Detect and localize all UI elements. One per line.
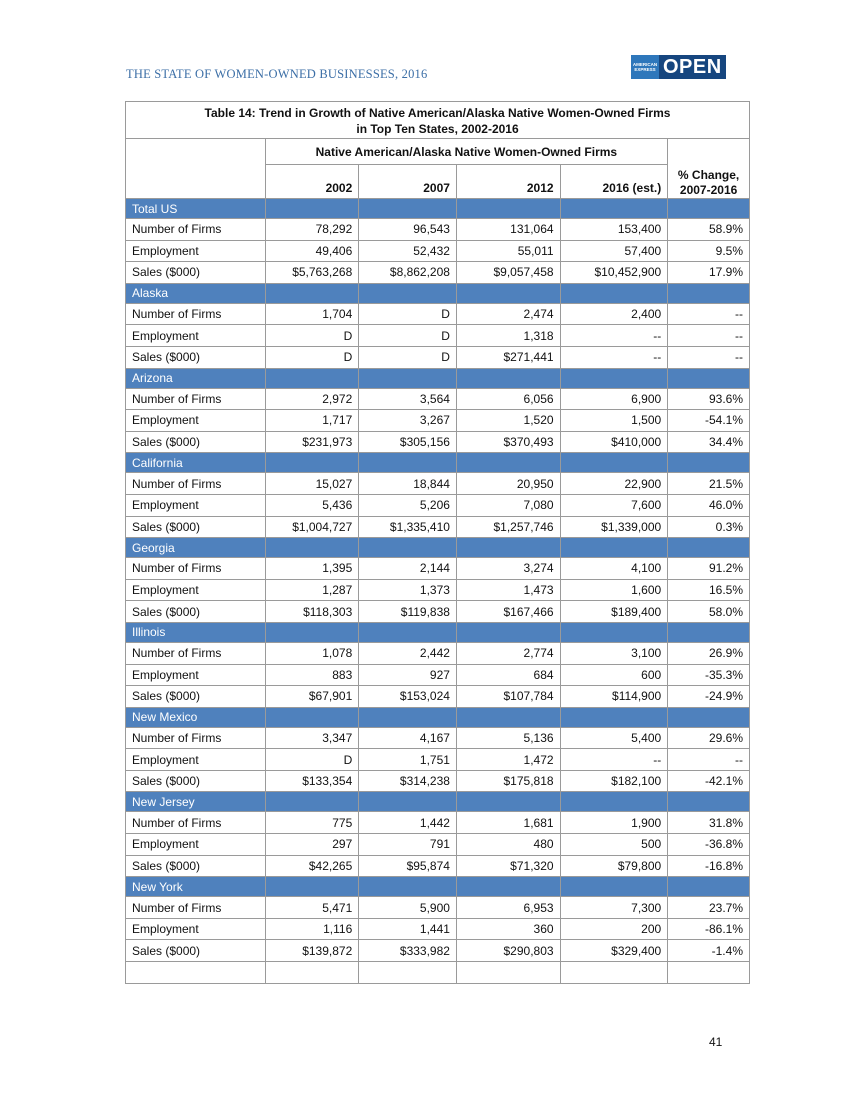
value-cell: 4,167 (359, 727, 457, 749)
state-row (126, 283, 750, 303)
value-cell: $5,763,268 (265, 262, 359, 284)
value-cell: 1,900 (560, 812, 668, 834)
row-label: Employment (126, 579, 266, 601)
value-cell: 21.5% (668, 473, 750, 495)
state-band-cell (456, 453, 560, 473)
value-cell: 34.4% (668, 431, 750, 453)
value-cell: 2,774 (456, 642, 560, 664)
row-label: Sales ($000) (126, 431, 266, 453)
state-band-cell (456, 707, 560, 727)
value-cell: 7,300 (560, 897, 668, 919)
table-row (126, 346, 750, 368)
value-cell: 49,406 (265, 240, 359, 262)
value-cell: 0.3% (668, 516, 750, 538)
table-row (126, 918, 750, 940)
state-band-cell (359, 538, 457, 558)
value-cell: 5,900 (359, 897, 457, 919)
value-cell: 7,080 (456, 494, 560, 516)
value-cell: 17.9% (668, 262, 750, 284)
value-cell: -35.3% (668, 664, 750, 686)
value-cell: 1,441 (359, 918, 457, 940)
table-row (126, 303, 750, 325)
state-band-cell (265, 792, 359, 812)
value-cell: $1,335,410 (359, 516, 457, 538)
state-band-cell (668, 453, 750, 473)
value-cell: 1,600 (560, 579, 668, 601)
state-band-cell (265, 453, 359, 473)
row-label: Sales ($000) (126, 770, 266, 792)
table-row (126, 749, 750, 771)
value-cell: D (265, 749, 359, 771)
value-cell: $67,901 (265, 686, 359, 708)
value-cell: -- (560, 749, 668, 771)
state-band-cell (265, 877, 359, 897)
value-cell: $95,874 (359, 855, 457, 877)
value-cell: 360 (456, 918, 560, 940)
state-band-cell (359, 283, 457, 303)
value-cell: 1,681 (456, 812, 560, 834)
value-cell: $370,493 (456, 431, 560, 453)
value-cell: 1,373 (359, 579, 457, 601)
state-band-cell (560, 538, 668, 558)
value-cell: D (359, 346, 457, 368)
state-band-cell (560, 283, 668, 303)
value-cell: 7,600 (560, 494, 668, 516)
value-cell: 1,395 (265, 558, 359, 580)
row-label: Sales ($000) (126, 346, 266, 368)
value-cell: 6,056 (456, 388, 560, 410)
value-cell: $290,803 (456, 940, 560, 962)
value-cell: 3,267 (359, 410, 457, 432)
state-band-cell (560, 792, 668, 812)
state-row (126, 877, 750, 897)
value-cell: 18,844 (359, 473, 457, 495)
table-row (126, 240, 750, 262)
value-cell: $10,452,900 (560, 262, 668, 284)
data-table (125, 101, 750, 984)
value-cell: 1,520 (456, 410, 560, 432)
state-band-cell (560, 622, 668, 642)
value-cell: -- (560, 346, 668, 368)
state-band-cell (265, 622, 359, 642)
state-name: New York (126, 877, 266, 897)
value-cell: 3,274 (456, 558, 560, 580)
row-label: Number of Firms (126, 303, 266, 325)
value-cell: D (359, 303, 457, 325)
value-cell: $182,100 (560, 770, 668, 792)
value-cell: 3,564 (359, 388, 457, 410)
value-cell: 4,100 (560, 558, 668, 580)
row-label: Employment (126, 918, 266, 940)
value-cell: 2,144 (359, 558, 457, 580)
value-cell: 1,717 (265, 410, 359, 432)
state-band-cell (668, 199, 750, 219)
row-label: Employment (126, 749, 266, 771)
value-cell: 57,400 (560, 240, 668, 262)
group-header-row (126, 139, 750, 165)
row-label: Sales ($000) (126, 940, 266, 962)
state-band-cell (668, 792, 750, 812)
value-cell: $79,800 (560, 855, 668, 877)
value-cell: D (359, 325, 457, 347)
table-row (126, 431, 750, 453)
value-cell: 58.0% (668, 601, 750, 623)
state-band-cell (668, 707, 750, 727)
value-cell: -- (668, 325, 750, 347)
value-cell: 1,704 (265, 303, 359, 325)
table-title-line1: Table 14: Trend in Growth of Native American/Alaska Native Women-Owned Firms (204, 106, 671, 120)
state-row (126, 453, 750, 473)
value-cell: $271,441 (456, 346, 560, 368)
value-cell: 2,400 (560, 303, 668, 325)
table-title (126, 102, 750, 139)
blank-cell (560, 962, 668, 984)
value-cell: $410,000 (560, 431, 668, 453)
value-cell: $42,265 (265, 855, 359, 877)
table-row (126, 219, 750, 241)
value-cell: 5,206 (359, 494, 457, 516)
blank-cell (359, 962, 457, 984)
state-row (126, 792, 750, 812)
value-cell: 1,287 (265, 579, 359, 601)
value-cell: 153,400 (560, 219, 668, 241)
row-label: Employment (126, 664, 266, 686)
value-cell: $114,900 (560, 686, 668, 708)
state-band-cell (668, 368, 750, 388)
table-row (126, 579, 750, 601)
state-band-cell (265, 707, 359, 727)
state-band-cell (560, 707, 668, 727)
value-cell: -36.8% (668, 834, 750, 856)
state-band-cell (456, 877, 560, 897)
row-label: Number of Firms (126, 897, 266, 919)
value-cell: 775 (265, 812, 359, 834)
state-band-cell (456, 368, 560, 388)
value-cell: 1,500 (560, 410, 668, 432)
value-cell: -86.1% (668, 918, 750, 940)
value-cell: 1,442 (359, 812, 457, 834)
state-band-cell (359, 453, 457, 473)
page-number: 41 (709, 1035, 723, 1049)
row-label: Number of Firms (126, 812, 266, 834)
state-band-cell (668, 538, 750, 558)
value-cell: 6,900 (560, 388, 668, 410)
value-cell: -42.1% (668, 770, 750, 792)
year-header-2016: 2016 (est.) (560, 165, 668, 199)
row-label: Employment (126, 410, 266, 432)
table-row (126, 473, 750, 495)
row-label: Sales ($000) (126, 262, 266, 284)
value-cell: $119,838 (359, 601, 457, 623)
value-cell: 1,078 (265, 642, 359, 664)
value-cell: 791 (359, 834, 457, 856)
table-row (126, 727, 750, 749)
value-cell: 500 (560, 834, 668, 856)
table-row (126, 834, 750, 856)
state-band-cell (265, 199, 359, 219)
table-row (126, 325, 750, 347)
state-band-cell (668, 283, 750, 303)
group-header: Native American/Alaska Native Women-Owned Firms (265, 139, 668, 165)
value-cell: $1,257,746 (456, 516, 560, 538)
year-header-2007: 2007 (359, 165, 457, 199)
value-cell: $333,982 (359, 940, 457, 962)
table-title-line2: in Top Ten States, 2002-2016 (356, 122, 519, 136)
state-band-cell (265, 283, 359, 303)
value-cell: 55,011 (456, 240, 560, 262)
value-cell: $1,339,000 (560, 516, 668, 538)
row-label: Number of Firms (126, 558, 266, 580)
state-band-cell (456, 283, 560, 303)
value-cell: 200 (560, 918, 668, 940)
state-band-cell (560, 453, 668, 473)
state-band-cell (265, 538, 359, 558)
state-band-cell (668, 877, 750, 897)
year-header-2012: 2012 (456, 165, 560, 199)
value-cell: 5,436 (265, 494, 359, 516)
value-cell: 480 (456, 834, 560, 856)
value-cell: -- (668, 303, 750, 325)
value-cell: 9.5% (668, 240, 750, 262)
state-band-cell (668, 622, 750, 642)
table-row (126, 601, 750, 623)
state-band-cell (560, 199, 668, 219)
value-cell: 297 (265, 834, 359, 856)
value-cell: 2,474 (456, 303, 560, 325)
table-row (126, 558, 750, 580)
value-cell: $133,354 (265, 770, 359, 792)
value-cell: 5,136 (456, 727, 560, 749)
state-name: Illinois (126, 622, 266, 642)
value-cell: $139,872 (265, 940, 359, 962)
value-cell: $71,320 (456, 855, 560, 877)
value-cell: 3,347 (265, 727, 359, 749)
value-cell: 20,950 (456, 473, 560, 495)
state-band-cell (560, 368, 668, 388)
value-cell: 23.7% (668, 897, 750, 919)
pct-header-line2: 2007-2016 (679, 183, 738, 197)
blank-cell (456, 962, 560, 984)
value-cell: 96,543 (359, 219, 457, 241)
value-cell: -- (560, 325, 668, 347)
table-row (126, 664, 750, 686)
year-header-2002: 2002 (265, 165, 359, 199)
value-cell: 29.6% (668, 727, 750, 749)
value-cell: 883 (265, 664, 359, 686)
pct-header-line1: % Change, (677, 168, 740, 182)
value-cell: $175,818 (456, 770, 560, 792)
value-cell: $305,156 (359, 431, 457, 453)
state-row (126, 707, 750, 727)
value-cell: 93.6% (668, 388, 750, 410)
blank-row (126, 962, 750, 984)
value-cell: 6,953 (456, 897, 560, 919)
state-band-cell (359, 368, 457, 388)
value-cell: 31.8% (668, 812, 750, 834)
value-cell: 1,751 (359, 749, 457, 771)
value-cell: $107,784 (456, 686, 560, 708)
pct-change-header (668, 139, 750, 199)
value-cell: 22,900 (560, 473, 668, 495)
value-cell: 1,116 (265, 918, 359, 940)
value-cell: D (265, 325, 359, 347)
table-row (126, 897, 750, 919)
state-name: Arizona (126, 368, 266, 388)
table-row (126, 812, 750, 834)
state-band-cell (456, 199, 560, 219)
state-band-cell (456, 622, 560, 642)
value-cell: $9,057,458 (456, 262, 560, 284)
table-row (126, 410, 750, 432)
value-cell: $118,303 (265, 601, 359, 623)
value-cell: $231,973 (265, 431, 359, 453)
row-label: Sales ($000) (126, 686, 266, 708)
blank-cell (668, 962, 750, 984)
value-cell: -- (668, 749, 750, 771)
value-cell: $314,238 (359, 770, 457, 792)
value-cell: -54.1% (668, 410, 750, 432)
value-cell: 2,442 (359, 642, 457, 664)
row-label: Employment (126, 494, 266, 516)
table-row (126, 262, 750, 284)
logo-badge: AMERICAN EXPRESS (631, 55, 659, 79)
table-row (126, 388, 750, 410)
state-band-cell (359, 707, 457, 727)
value-cell: 91.2% (668, 558, 750, 580)
value-cell: $189,400 (560, 601, 668, 623)
value-cell: 16.5% (668, 579, 750, 601)
state-row (126, 199, 750, 219)
value-cell: -16.8% (668, 855, 750, 877)
state-name: New Jersey (126, 792, 266, 812)
state-band-cell (359, 792, 457, 812)
value-cell: 5,471 (265, 897, 359, 919)
value-cell: 26.9% (668, 642, 750, 664)
table-row (126, 855, 750, 877)
state-row (126, 622, 750, 642)
value-cell: 927 (359, 664, 457, 686)
row-label: Sales ($000) (126, 601, 266, 623)
value-cell: 131,064 (456, 219, 560, 241)
row-label: Number of Firms (126, 473, 266, 495)
state-band-cell (359, 622, 457, 642)
state-name: California (126, 453, 266, 473)
value-cell: -24.9% (668, 686, 750, 708)
state-name: Alaska (126, 283, 266, 303)
value-cell: $1,004,727 (265, 516, 359, 538)
table-title-row (126, 102, 750, 139)
value-cell: 600 (560, 664, 668, 686)
value-cell: 15,027 (265, 473, 359, 495)
value-cell: 46.0% (668, 494, 750, 516)
value-cell: -1.4% (668, 940, 750, 962)
value-cell: 78,292 (265, 219, 359, 241)
row-label: Employment (126, 240, 266, 262)
row-label: Number of Firms (126, 642, 266, 664)
table-row (126, 494, 750, 516)
value-cell: -- (668, 346, 750, 368)
value-cell: $329,400 (560, 940, 668, 962)
row-label: Number of Firms (126, 219, 266, 241)
value-cell: D (265, 346, 359, 368)
row-label: Sales ($000) (126, 516, 266, 538)
value-cell: $167,466 (456, 601, 560, 623)
open-logo (631, 55, 726, 79)
running-header: THE STATE OF WOMEN-OWNED BUSINESSES, 2016 (126, 67, 428, 81)
row-label: Number of Firms (126, 388, 266, 410)
state-row (126, 538, 750, 558)
state-band-cell (359, 199, 457, 219)
row-label: Employment (126, 834, 266, 856)
row-label: Employment (126, 325, 266, 347)
row-label: Number of Firms (126, 727, 266, 749)
state-name: Total US (126, 199, 266, 219)
value-cell: 1,318 (456, 325, 560, 347)
state-band-cell (265, 368, 359, 388)
table-row (126, 686, 750, 708)
state-name: Georgia (126, 538, 266, 558)
value-cell: 58.9% (668, 219, 750, 241)
value-cell: 5,400 (560, 727, 668, 749)
value-cell: $8,862,208 (359, 262, 457, 284)
value-cell: 2,972 (265, 388, 359, 410)
blank-cell (126, 962, 266, 984)
state-band-cell (359, 877, 457, 897)
state-band-cell (560, 877, 668, 897)
blank-cell (265, 962, 359, 984)
corner-cell (126, 139, 266, 199)
value-cell: 684 (456, 664, 560, 686)
state-name: New Mexico (126, 707, 266, 727)
value-cell: 3,100 (560, 642, 668, 664)
table-row (126, 940, 750, 962)
value-cell: $153,024 (359, 686, 457, 708)
state-band-cell (456, 792, 560, 812)
value-cell: 52,432 (359, 240, 457, 262)
table-row (126, 770, 750, 792)
row-label: Sales ($000) (126, 855, 266, 877)
table-row (126, 516, 750, 538)
value-cell: 1,473 (456, 579, 560, 601)
value-cell: 1,472 (456, 749, 560, 771)
state-row (126, 368, 750, 388)
state-band-cell (456, 538, 560, 558)
table-row (126, 642, 750, 664)
logo-word: OPEN (659, 55, 726, 79)
